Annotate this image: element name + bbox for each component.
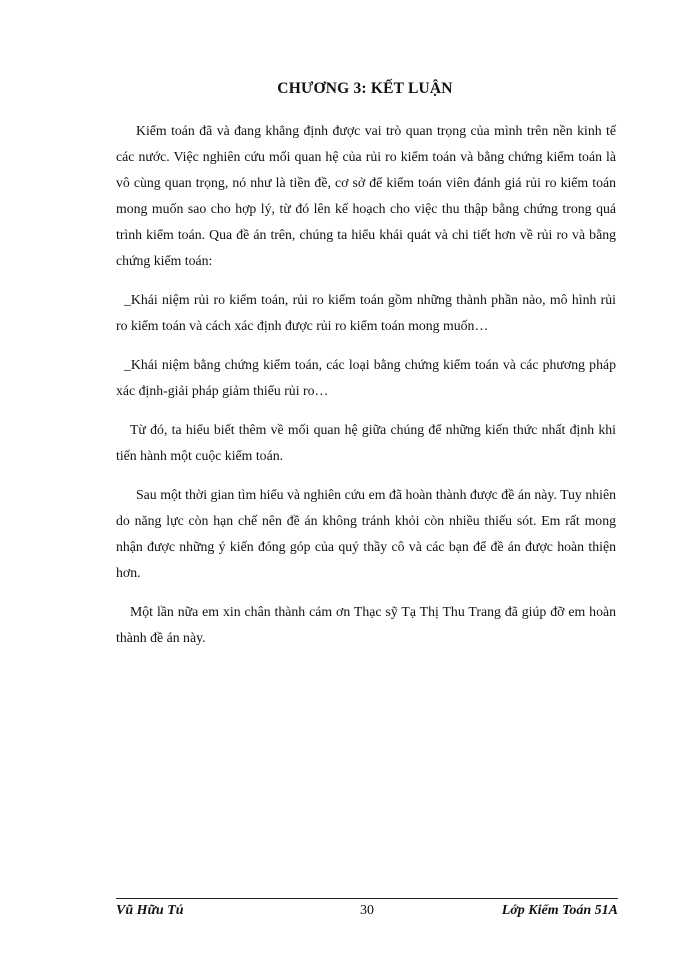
- paragraph-thanks: Một lần nữa em xin chân thành cám ơn Thạc sỹ Tạ Thị Thu Trang đã giúp đỡ em hoàn thành đề án này.: [116, 604, 616, 645]
- footer-class-name: Lớp Kiểm Toán 51A: [501, 903, 618, 918]
- paragraph-relationship: Từ đó, ta hiểu biết thêm về mối quan hệ giữa chúng để những kiến thức nhất định khi tiến hành một cuộc kiểm toán.: [116, 422, 616, 463]
- document-body: [116, 118, 616, 664]
- paragraph-risk-concepts: _Khái niệm rủi ro kiểm toán, rủi ro kiểm toán gồm những thành phần nào, mô hình rủi ro kiểm toán và cách xác định được rủi ro kiểm toán mong muốn…: [116, 292, 616, 333]
- footer-page-number: 30: [360, 903, 374, 918]
- paragraph-evidence-concepts: _Khái niệm bằng chứng kiểm toán, các loại bằng chứng kiểm toán và các phương pháp xác định-giải pháp giảm thiểu rủi ro…: [116, 357, 616, 398]
- chapter-title: CHƯƠNG 3: KẾT LUẬN: [277, 80, 453, 97]
- footer-author: Vũ Hữu Tú: [116, 903, 184, 918]
- paragraph-completion: Sau một thời gian tìm hiểu và nghiên cứu em đã hoàn thành được đề án này. Tuy nhiên do năng lực còn hạn chế nên đề án không tránh khỏi còn nhiều thiếu sót. Em rất mong nhận được những ý kiến đóng góp của quý thầy cô và các bạn để đề án được hoàn thiện hơn.: [116, 487, 616, 580]
- paragraph-intro: Kiểm toán đã và đang khẳng định được vai trò quan trọng của mình trên nền kinh tế các nước. Việc nghiên cứu mối quan hệ của rủi ro kiểm toán và bằng chứng kiểm toán là vô cùng quan trọng, nó như là tiền đề, cơ sở để kiểm toán viên đánh giá rủi ro kiểm toán mong muốn sao cho hợp lý, từ đó lên kế hoạch cho việc thu thập bằng chứng trong quá trình kiểm toán. Qua đề án trên, chúng ta hiểu khái quát và chi tiết hơn về rủi ro và bằng chứng kiểm toán:: [116, 123, 616, 268]
- page-footer: [116, 903, 618, 925]
- footer-divider: [116, 898, 618, 899]
